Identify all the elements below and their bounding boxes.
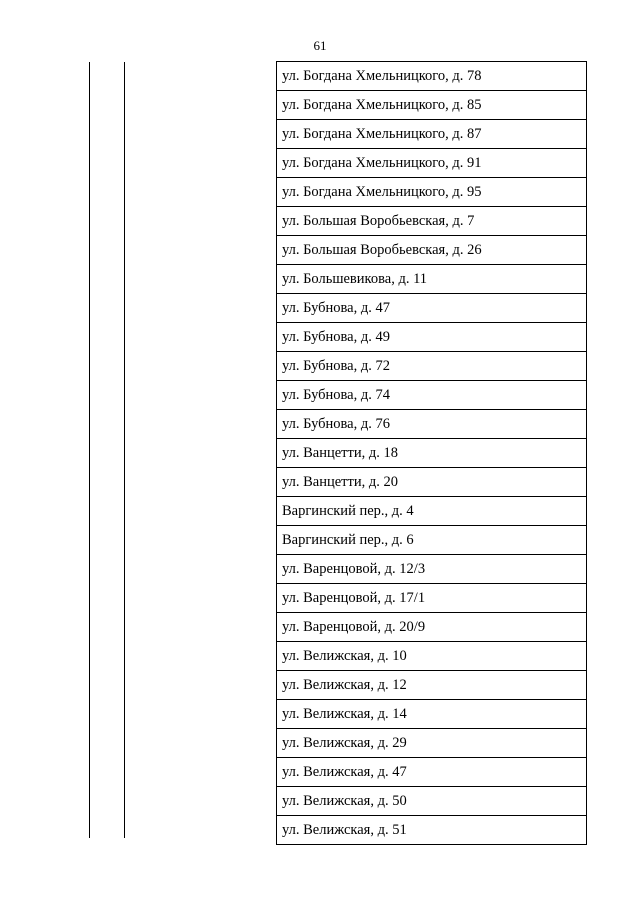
- table-row: [277, 555, 587, 584]
- table-row: [277, 613, 587, 642]
- table-column-divider-line: [124, 62, 125, 838]
- address-cell: ул. Богдана Хмельницкого, д. 87: [277, 120, 587, 149]
- table-row: [277, 642, 587, 671]
- table-row: [277, 816, 587, 845]
- address-cell: ул. Велижская, д. 50: [277, 787, 587, 816]
- table-row: [277, 439, 587, 468]
- address-cell: ул. Ванцетти, д. 18: [277, 439, 587, 468]
- table-row: [277, 700, 587, 729]
- table-left-border-line: [89, 62, 90, 838]
- address-cell: ул. Велижская, д. 12: [277, 671, 587, 700]
- table-row: [277, 62, 587, 91]
- address-cell: ул. Велижская, д. 51: [277, 816, 587, 845]
- address-cell: ул. Богдана Хмельницкого, д. 95: [277, 178, 587, 207]
- table-row: [277, 236, 587, 265]
- address-cell: ул. Велижская, д. 10: [277, 642, 587, 671]
- table-row: [277, 729, 587, 758]
- address-cell: ул. Бубнова, д. 76: [277, 410, 587, 439]
- address-cell: ул. Бубнова, д. 74: [277, 381, 587, 410]
- table-row: [277, 758, 587, 787]
- address-cell: ул. Бубнова, д. 49: [277, 323, 587, 352]
- address-cell: ул. Варенцовой, д. 12/3: [277, 555, 587, 584]
- table-row: [277, 265, 587, 294]
- table-row: [277, 323, 587, 352]
- address-cell: ул. Большевикова, д. 11: [277, 265, 587, 294]
- address-cell: ул. Бубнова, д. 47: [277, 294, 587, 323]
- address-cell: ул. Бубнова, д. 72: [277, 352, 587, 381]
- address-cell: ул. Велижская, д. 47: [277, 758, 587, 787]
- table-row: [277, 178, 587, 207]
- address-cell: ул. Большая Воробьевская, д. 26: [277, 236, 587, 265]
- address-cell: ул. Ванцетти, д. 20: [277, 468, 587, 497]
- address-cell: ул. Богдана Хмельницкого, д. 91: [277, 149, 587, 178]
- table-row: [277, 410, 587, 439]
- address-cell: ул. Варенцовой, д. 17/1: [277, 584, 587, 613]
- address-table: [276, 61, 587, 845]
- table-row: [277, 352, 587, 381]
- address-cell: ул. Велижская, д. 14: [277, 700, 587, 729]
- table-row: [277, 671, 587, 700]
- table-row: [277, 207, 587, 236]
- table-row: [277, 468, 587, 497]
- table-row: [277, 526, 587, 555]
- address-cell: ул. Богдана Хмельницкого, д. 78: [277, 62, 587, 91]
- address-cell: ул. Богдана Хмельницкого, д. 85: [277, 91, 587, 120]
- table-row: [277, 497, 587, 526]
- table-row: [277, 294, 587, 323]
- table-row: [277, 381, 587, 410]
- table-row: [277, 120, 587, 149]
- address-cell: Варгинский пер., д. 6: [277, 526, 587, 555]
- address-cell: ул. Большая Воробьевская, д. 7: [277, 207, 587, 236]
- page-number: 61: [313, 38, 327, 53]
- table-row: [277, 584, 587, 613]
- table-row: [277, 787, 587, 816]
- address-cell: ул. Варенцовой, д. 20/9: [277, 613, 587, 642]
- table-row: [277, 149, 587, 178]
- address-cell: Варгинский пер., д. 4: [277, 497, 587, 526]
- address-cell: ул. Велижская, д. 29: [277, 729, 587, 758]
- table-row: [277, 91, 587, 120]
